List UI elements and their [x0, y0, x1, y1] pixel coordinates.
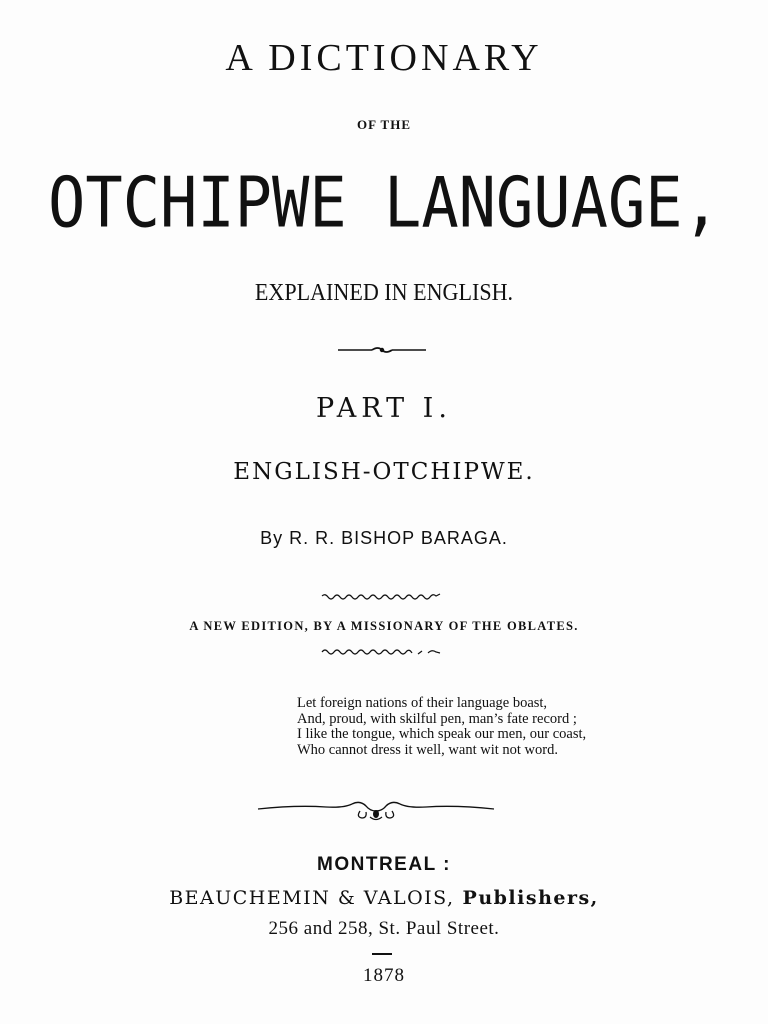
- wave-ornament: [318, 646, 444, 660]
- flourish-ornament: [256, 797, 496, 823]
- publisher-name: BEAUCHEMIN & VALOIS,: [169, 887, 455, 909]
- epigraph-line: Who cannot dress it well, want wit not word.: [297, 741, 558, 758]
- epigraph-poem: [297, 696, 586, 758]
- title-dictionary: A DICTIONARY: [225, 37, 543, 79]
- epigraph-line: And, proud, with skilful pen, man’s fate record ;: [297, 710, 577, 727]
- imprint-city: MONTREAL :: [317, 854, 451, 875]
- imprint-year: 1878: [363, 965, 405, 986]
- part-heading: PART I.: [316, 393, 452, 424]
- title-of-the: OF THE: [356, 117, 412, 132]
- edition-line: A NEW EDITION, BY A MISSIONARY OF THE OBLATES.: [189, 619, 579, 633]
- divider-dash: [372, 953, 392, 955]
- divider-rule: [336, 343, 428, 357]
- subtitle-english-otchipwe: ENGLISH-OTCHIPWE.: [233, 459, 535, 485]
- wave-ornament: [318, 591, 444, 605]
- epigraph-line: Let foreign nations of their language boast,: [297, 695, 548, 711]
- imprint-address: 256 and 258, St. Paul Street.: [268, 918, 500, 939]
- imprint-publisher: [0, 887, 768, 909]
- title-otchipwe-language: OTCHIPWE LANGUAGE,: [48, 161, 720, 244]
- publisher-role: Publishers,: [462, 887, 599, 909]
- title-explained-in-english: EXPLAINED IN ENGLISH.: [254, 280, 514, 306]
- epigraph-line: I like the tongue, which speak our men, our coast,: [297, 726, 587, 742]
- author-line: By R. R. BISHOP BARAGA.: [260, 528, 508, 548]
